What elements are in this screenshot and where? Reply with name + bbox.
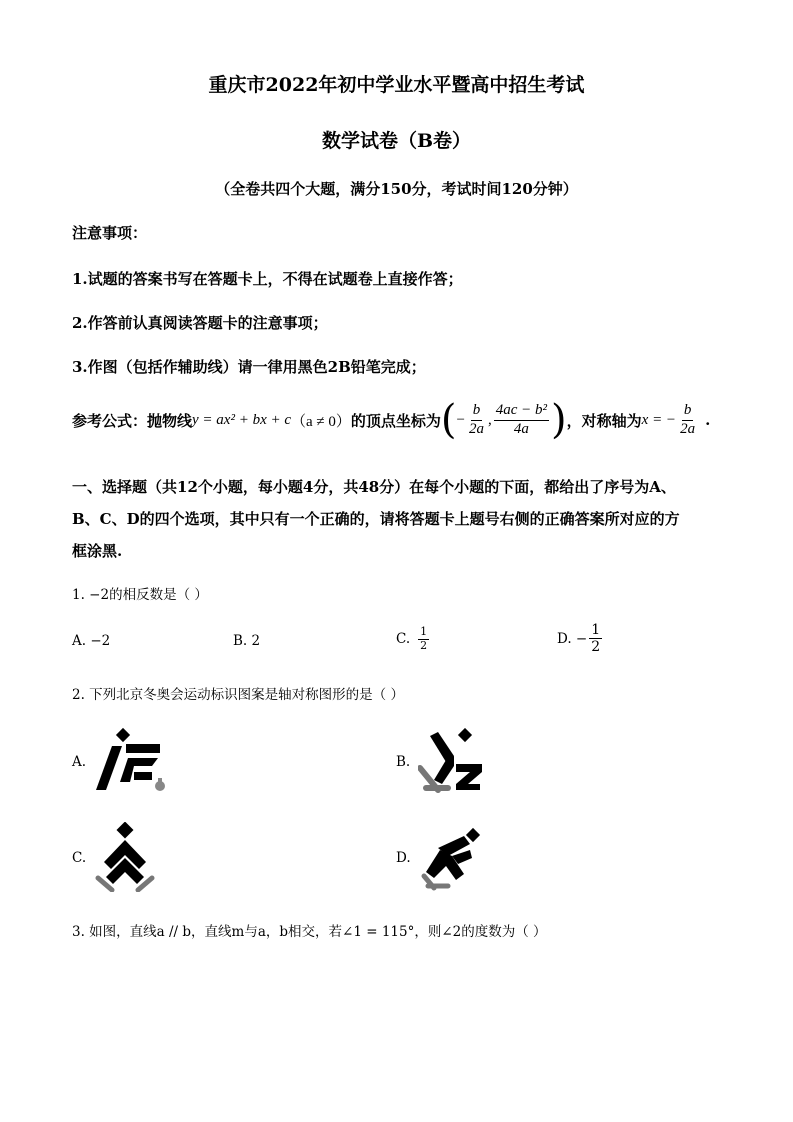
- ski-jump-pictogram: [94, 822, 156, 892]
- exam-info: （全卷共四个大题，满分150分，考试时间120分钟）: [215, 180, 578, 198]
- curling-pictogram: [92, 726, 176, 794]
- q1-stem: 1. −2的相反数是（ ）: [72, 587, 208, 603]
- q1-c-fraction: [418, 626, 429, 652]
- q2-stem: 2. 下列北京冬奥会运动标识图案是轴对称图形的是（ ）: [72, 687, 404, 703]
- vertex-y-den: 4a: [513, 420, 529, 437]
- note-item-3: 3.作图（包括作辅助线）请一律用黑色2B铅笔完成；: [72, 358, 426, 376]
- formula-end: .: [705, 411, 711, 429]
- q2-option-c: C.: [72, 850, 87, 866]
- skiing-pictogram: [418, 728, 486, 794]
- note-item-1: 1.试题的答案书写在答题卡上，不得在试题卷上直接作答；: [72, 270, 463, 288]
- formula-parabola: y = ax² + bx + c: [192, 411, 292, 428]
- q1-option-c: [396, 626, 431, 652]
- note-item-2: 2.作答前认真阅读答题卡的注意事项；: [72, 314, 328, 332]
- vertex-x-den: 2a: [469, 420, 484, 437]
- left-paren: (: [440, 397, 457, 443]
- q1-option-d: [557, 622, 604, 655]
- speed-skating-pictogram: [418, 826, 484, 892]
- formula-condition: （a ≠ 0）: [291, 413, 351, 430]
- vertex-x-num: b: [471, 402, 483, 420]
- section1-line2: B、C、D的四个选项，其中只有一个正确的，请将答题卡上题号右侧的正确答案所对应的方: [72, 510, 680, 528]
- q1-c-num: 1: [420, 625, 428, 638]
- exam-subtitle: 数学试卷（B卷）: [321, 130, 472, 152]
- q1-d-label: D. −: [557, 630, 588, 647]
- q1-d-num: 1: [591, 622, 601, 638]
- axis-num: b: [682, 402, 694, 420]
- q1-d-den: 2: [591, 639, 601, 656]
- q1-c-den: 2: [420, 638, 428, 652]
- right-paren: ): [551, 397, 567, 443]
- vertex-y-num: 4ac − b²: [494, 402, 549, 420]
- q1-c-label: C.: [396, 631, 411, 648]
- axis-den: 2a: [680, 420, 696, 437]
- reference-formula: 参考公式：抛物线 y = ax² + bx + c （a ≠ 0） 的顶点坐标为 ( − $\frac{b}{2a}$ , $\frac{\text{4ac − b²}}{4a}$ ) ，对称轴为 x = − $\frac{b}{2a}$ .: [72, 397, 711, 443]
- q1-option-a: A. −2: [72, 633, 111, 649]
- axis-prefix: x = −: [641, 411, 677, 428]
- q2-option-b: B.: [396, 754, 411, 770]
- exam-title: 重庆市2022年初中学业水平暨高中招生考试: [208, 74, 585, 96]
- q2-option-d: D.: [396, 850, 411, 866]
- vertex-x-fraction: [467, 402, 486, 438]
- formula-vertex-text: 的顶点坐标为: [350, 411, 441, 430]
- notes-heading: 注意事项：: [72, 224, 148, 242]
- vertex-y-fraction: [494, 402, 549, 438]
- axis-fraction: [678, 402, 697, 438]
- q1-d-fraction: [589, 622, 602, 655]
- section1-line3: 框涂黑.: [72, 542, 123, 560]
- formula-axis-text: ，对称轴为: [566, 411, 642, 430]
- q1-option-b: B. 2: [233, 633, 261, 649]
- q3-stem: 3. 如图，直线a // b，直线m与a，b相交，若∠1 = 115°，则∠2的度数为（ ）: [72, 924, 547, 940]
- formula-lead: 参考公式：抛物线: [72, 411, 193, 430]
- q2-option-a: A.: [72, 754, 87, 770]
- section1-line1: 一、选择题（共12个小题，每小题4分，共48分）在每个小题的下面，都给出了序号为A、: [72, 478, 676, 496]
